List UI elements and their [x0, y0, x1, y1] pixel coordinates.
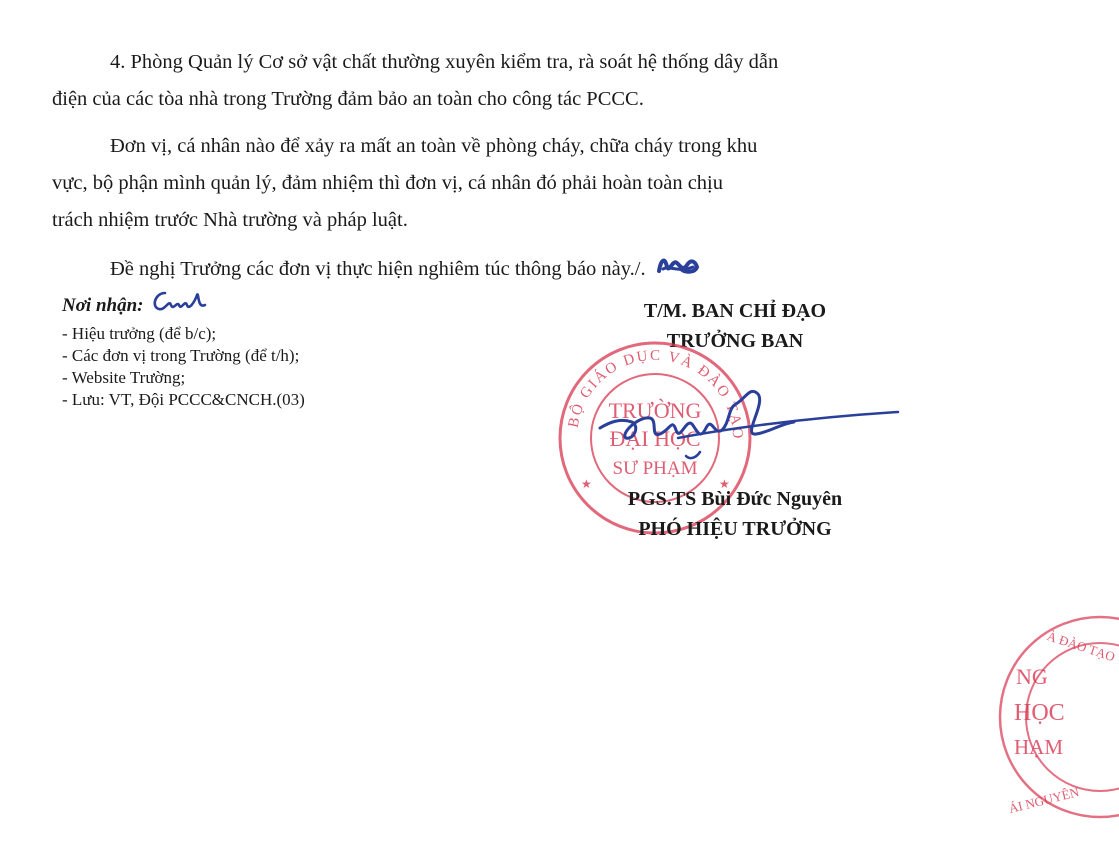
list-item: - Hiệu trưởng (để b/c);: [62, 324, 217, 343]
handwritten-initial-mark: [655, 253, 701, 290]
paragraph-line: trách nhiệm trước Nhà trường và pháp luật.: [52, 209, 408, 231]
signatory-on-behalf: T/M. BAN CHỈ ĐẠO: [643, 300, 827, 322]
stamp-line: SƯ PHẠM: [612, 458, 698, 479]
paragraph-request: [52, 251, 994, 290]
stamp-line: HỌC: [1014, 700, 1065, 726]
recipients-block: [62, 287, 442, 411]
signatory-role: TRƯỞNG BAN: [666, 330, 804, 352]
handwritten-initial-mark: [147, 287, 209, 323]
stamp-ring-text: ÁI NGUYÊN: [1007, 784, 1081, 817]
stamp-ring-text: BỘ GIÁO DỤC VÀ ĐÀO TẠO: [565, 347, 746, 441]
stamp-line: TRƯỜNG: [608, 398, 702, 423]
list-item: - Website Trường;: [62, 368, 186, 387]
paragraph-facilities: [52, 44, 994, 118]
list-item: - Lưu: VT, Đội PCCC&CNCH.(03): [62, 390, 305, 409]
signatory-footer: [555, 484, 915, 544]
paragraph-line: điện của các tòa nhà trong Trường đảm bảo an toàn cho công tác PCCC.: [52, 88, 644, 110]
paragraph-line: Đơn vị, cá nhân nào để xảy ra mất an toàn về phòng cháy, chữa cháy trong khu: [110, 135, 758, 157]
paragraph-line: 4. Phòng Quản lý Cơ sở vật chất thường xuyên kiểm tra, rà soát hệ thống dây dẫn: [110, 51, 779, 73]
signatory-position: PHÓ HIỆU TRƯỞNG: [638, 518, 832, 540]
svg-text:★: ★: [719, 477, 730, 491]
paragraph-responsibility: [52, 128, 994, 239]
signatory-name: PGS.TS Bùi Đức Nguyên: [627, 488, 843, 510]
stamp-line: ĐẠI HỌC: [609, 426, 701, 451]
handwritten-signature-image: [580, 378, 910, 468]
recipients-list: [62, 323, 442, 411]
paragraph-line: vực, bộ phận mình quản lý, đảm nhiệm thì đơn vị, cá nhân đó phải hoàn toàn chịu: [52, 172, 723, 194]
stamp-ring-text: À ĐÀO TẠO: [1045, 628, 1117, 665]
paragraph-line: Đề nghị Trưởng các đơn vị thực hiện nghiêm túc thông báo này./.: [110, 258, 646, 280]
recipients-title: Nơi nhận:: [62, 287, 442, 323]
stamp-line: NG: [1016, 664, 1048, 689]
partial-stamp-image: [990, 612, 1119, 822]
list-item: - Các đơn vị trong Trường (để t/h);: [62, 346, 300, 365]
svg-text:★: ★: [581, 477, 592, 491]
stamp-line: HẠM: [1014, 735, 1064, 759]
